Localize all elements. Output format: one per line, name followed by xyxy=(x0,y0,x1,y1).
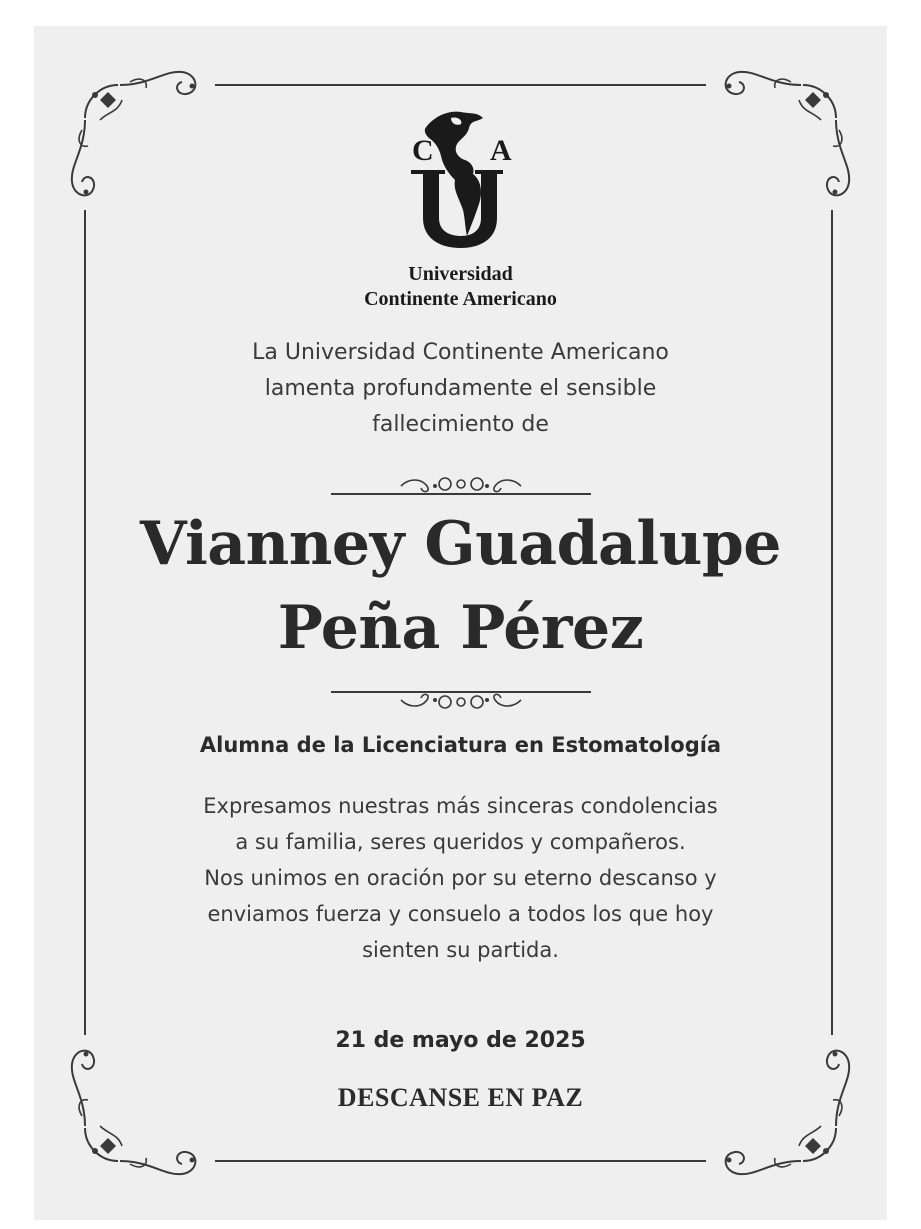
flourish-divider-icon xyxy=(331,472,591,502)
intro-line-2: lamenta profundamente el sensible xyxy=(264,376,657,401)
logo-letter-a: A xyxy=(490,134,512,167)
name-line-2: Peña Pérez xyxy=(277,593,644,663)
deceased-name xyxy=(0,502,921,670)
message-line-2: a su familia, seres queridos y compañeros. xyxy=(235,830,686,854)
top-divider xyxy=(0,472,921,502)
university-logo xyxy=(0,108,921,312)
intro-line-1: La Universidad Continente Americano xyxy=(252,340,669,365)
flourish-divider-icon xyxy=(331,684,591,714)
university-name-line2: Continente Americano xyxy=(364,288,557,310)
closing-text: DESCANSE EN PAZ xyxy=(337,1083,584,1112)
university-name xyxy=(0,262,921,312)
message-line-5: sienten su partida. xyxy=(362,938,559,962)
university-name-line1: Universidad xyxy=(408,263,513,285)
bottom-divider xyxy=(0,684,921,714)
message-line-3: Nos unimos en oración por su eterno descanso y xyxy=(204,866,717,890)
cau-emblem-icon xyxy=(391,108,531,248)
intro-line-3: fallecimiento de xyxy=(372,412,549,437)
message-line-1: Expresamos nuestras más sinceras condolencias xyxy=(203,794,718,818)
intro-text xyxy=(0,335,921,443)
condolence-message xyxy=(0,788,921,968)
date-text: 21 de mayo de 2025 xyxy=(335,1028,586,1053)
program-subtitle: Alumna de la Licenciatura en Estomatología xyxy=(199,733,722,757)
message-line-4: enviamos fuerza y consuelo a todos los que hoy xyxy=(207,902,714,926)
logo-letter-c: C xyxy=(412,134,434,167)
name-line-1: Vianney Guadalupe xyxy=(140,509,781,579)
